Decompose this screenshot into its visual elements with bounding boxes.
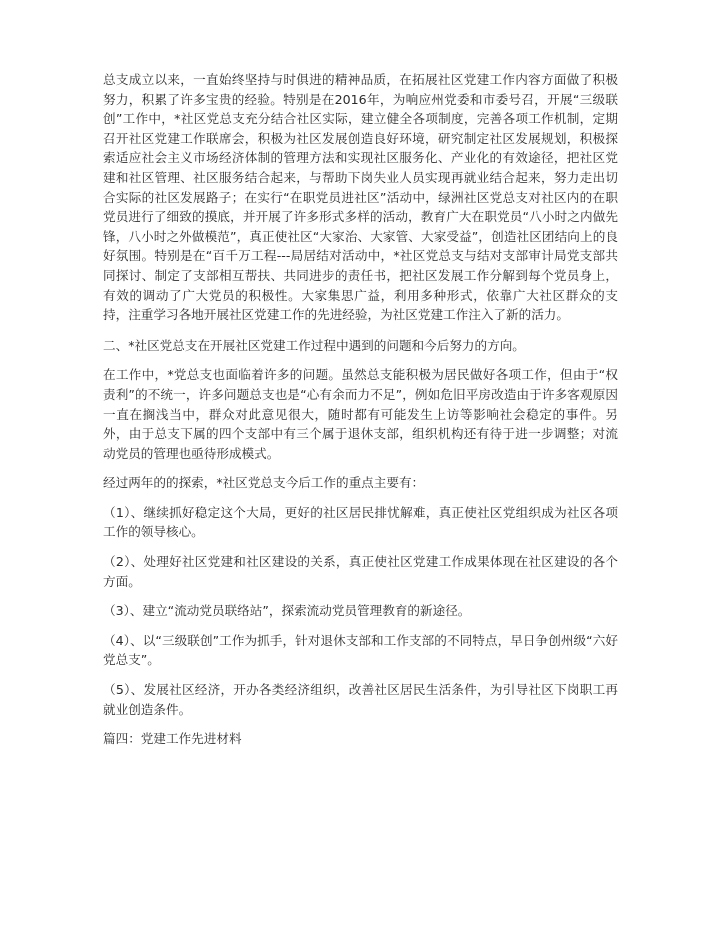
list-item: （5）、发展社区经济，开办各类经济组织，改善社区居民生活条件，为引导社区下岗职工再就业创造条件。 <box>103 682 618 717</box>
list-item: （2）、处理好社区党建和社区建设的关系，真正使社区党建工作成果体现在社区建设的各个方面。 <box>103 554 618 589</box>
document-page <box>103 70 618 749</box>
body-paragraph: 总支成立以来，一直始终坚持与时俱进的精神品质，在拓展社区党建工作内容方面做了积极努力，积累了许多宝贵的经验。特别是在2016年，为响应州党委和市委号召，开展“三级联创”工作中，*社区党总支充分结合社区实际，建立健全各项制度，完善各项工作机制，定期召开社区党建工作联席会，积极为社区发展创造良好环境，研究制定社区发展规划，积极探索适应社会主义市场经济体制的管理方法和实现社区服务化、产业化的有效途径，把社区党建和社区管理、社区服务结合起来，与帮助下岗失业人员实现再就业结合起来，努力走出切合实际的社区发展路子；在实行“在职党员进社区”活动中，绿洲社区党总支对社区内的在职党员进行了细致的摸底，并开展了许多形式多样的活动，教育广大在职党员“八小时之内做先锋，八小时之外做模范”，真正使社区“大家治、大家管、大家受益”，创造社区团结向上的良好氛围。特别是在“百千万工程---局居结对活动中，*社区党总支与结对支部审计局党支部共同探讨、制定了支部相互帮扶、共同进步的责任书，把社区发展工作分解到每个党员身上，有效的调动了广大党员的积极性。大家集思广益，利用多种形式，依靠广大社区群众的支持，注重学习各地开展社区党建工作的先进经验，为社区党建工作注入了新的活力。 <box>103 72 618 323</box>
list-item: （4）、以“三级联创”工作为抓手，针对退休支部和工作支部的不同特点，早日争创州级“六好党总支”。 <box>103 632 618 668</box>
section-heading: 二、*社区党总支在开展社区党建工作过程中遇到的问题和今后努力的方向。 <box>103 337 525 353</box>
list-item: （3）、建立“流动党员联络站”，探索流动党员管理教育的新途径。 <box>103 603 471 619</box>
section-title: 篇四：党建工作先进材料 <box>103 731 242 747</box>
list-item: （1）、继续抓好稳定这个大局，更好的社区居民排忧解难，真正使社区党组织成为社区各项工作的领导核心。 <box>103 504 618 540</box>
body-paragraph: 经过两年的的探索，*社区党总支今后工作的重点主要有： <box>103 475 425 491</box>
body-paragraph: 在工作中，*党总支也面临着许多的问题。虽然总支能积极为居民做好各项工作，但由于“权责利”的不统一，许多问题总支也是“心有余而力不足”，例如危旧平房改造由于许多客观原因一直在搁浅当中，群众对此意见很大，随时都有可能发生上访等影响社会稳定的事件。另外，由于总支下属的四个支部中有三个属于退休支部，组织机构还有待于进一步调整；对流动党员的管理也亟待形成模式。 <box>103 367 618 461</box>
